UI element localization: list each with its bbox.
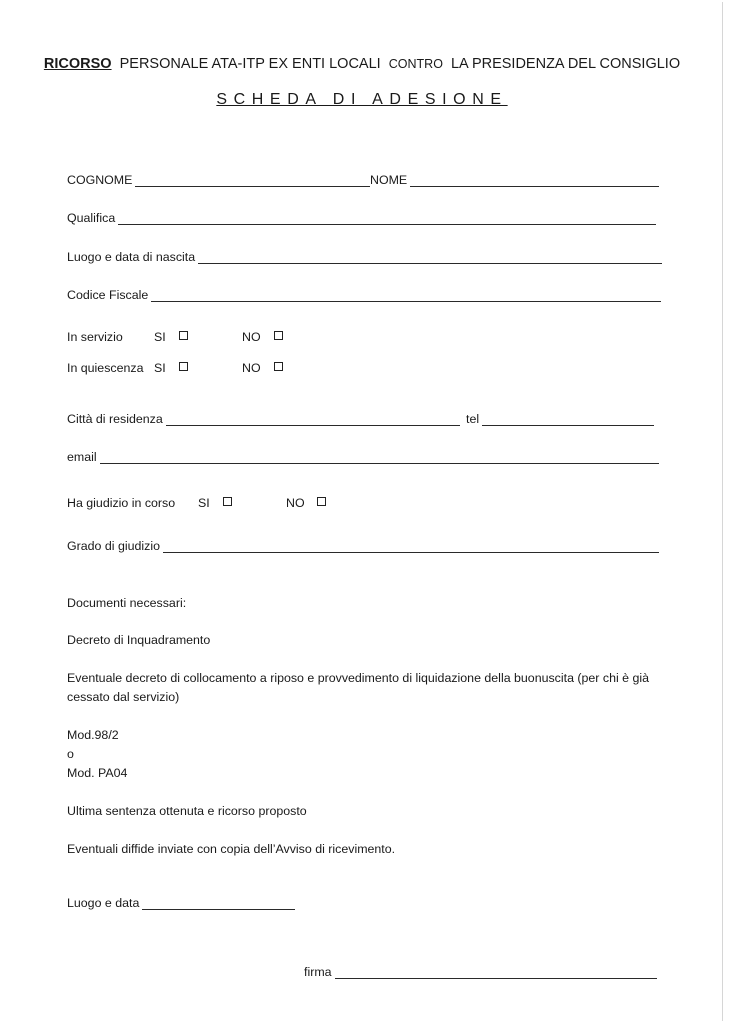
luogo-data-line[interactable] [142,898,295,910]
firma-field[interactable] [304,965,657,979]
in-servizio-si-checkbox[interactable] [179,331,188,340]
giudizio-no-checkbox[interactable] [317,497,326,506]
firma-line[interactable] [335,967,657,979]
cognome-line[interactable] [135,175,370,187]
grado-label: Grado di giudizio [67,539,160,553]
header-presidenza: LA PRESIDENZA DEL CONSIGLIO [450,56,681,72]
luogo-nascita-field[interactable] [67,250,662,264]
in-quiescenza-no-checkbox[interactable] [274,362,283,371]
document-item-decreto: Decreto di Inquadramento [67,633,211,647]
email-line[interactable] [100,452,659,464]
luogo-data-field[interactable] [67,896,295,910]
nome-label: NOME [370,173,408,187]
luogo-data-label: Luogo e data [67,896,140,910]
document-page [2,2,723,1021]
header-personale: PERSONALE ATA-ITP EX ENTI LOCALI [119,56,381,72]
cognome-field[interactable] [67,173,370,187]
in-servizio-si-label: SI [154,330,166,344]
document-item-pa04: Mod. PA04 [67,766,128,780]
header-contro: CONTRO [388,57,443,71]
grado-field[interactable] [67,539,659,553]
header-line [2,56,722,72]
giudizio-label: Ha giudizio in corso [67,496,176,510]
tel-field[interactable] [466,412,654,426]
document-item-mod98: Mod.98/2 [67,728,119,742]
page-title: SCHEDA DI ADESIONE [216,91,508,108]
in-quiescenza-si-label: SI [154,361,166,375]
codice-fiscale-field[interactable] [67,288,661,302]
in-servizio-no-label: NO [242,330,261,344]
document-item-collocamento-line2: cessato dal servizio) [67,690,180,704]
tel-label: tel [466,412,480,426]
giudizio-si-checkbox[interactable] [223,497,232,506]
cognome-label: COGNOME [67,173,133,187]
in-quiescenza-no-label: NO [242,361,261,375]
grado-line[interactable] [163,541,659,553]
document-item-sentenza: Ultima sentenza ottenuta e ricorso proposto [67,804,307,818]
qualifica-field[interactable] [67,211,656,225]
giudizio-si-label: SI [198,496,210,510]
citta-field[interactable] [67,412,460,426]
qualifica-label: Qualifica [67,211,116,225]
document-item-diffide: Eventuali diffide inviate con copia dell’Avviso di ricevimento. [67,842,396,856]
in-servizio-no-checkbox[interactable] [274,331,283,340]
email-field[interactable] [67,450,659,464]
document-item-collocamento-line1: Eventuale decreto di collocamento a riposo e provvedimento di liquidazione della buonuscita (per chi è già [67,671,650,685]
codice-fiscale-line[interactable] [151,290,661,302]
codice-fiscale-label: Codice Fiscale [67,288,149,302]
header-ricorso: RICORSO [43,56,112,72]
in-servizio-label: In servizio [67,330,123,344]
nome-field[interactable] [370,173,659,187]
citta-line[interactable] [166,414,460,426]
firma-label: firma [304,965,332,979]
email-label: email [67,450,97,464]
citta-label: Città di residenza [67,412,163,426]
giudizio-no-label: NO [286,496,305,510]
documents-heading: Documenti necessari: [67,596,187,610]
tel-line[interactable] [482,414,654,426]
nome-line[interactable] [410,175,659,187]
document-item-or: o [67,747,74,761]
luogo-nascita-label: Luogo e data di nascita [67,250,196,264]
luogo-nascita-line[interactable] [198,252,662,264]
in-quiescenza-label: In quiescenza [67,361,144,375]
in-quiescenza-si-checkbox[interactable] [179,362,188,371]
qualifica-line[interactable] [118,213,656,225]
